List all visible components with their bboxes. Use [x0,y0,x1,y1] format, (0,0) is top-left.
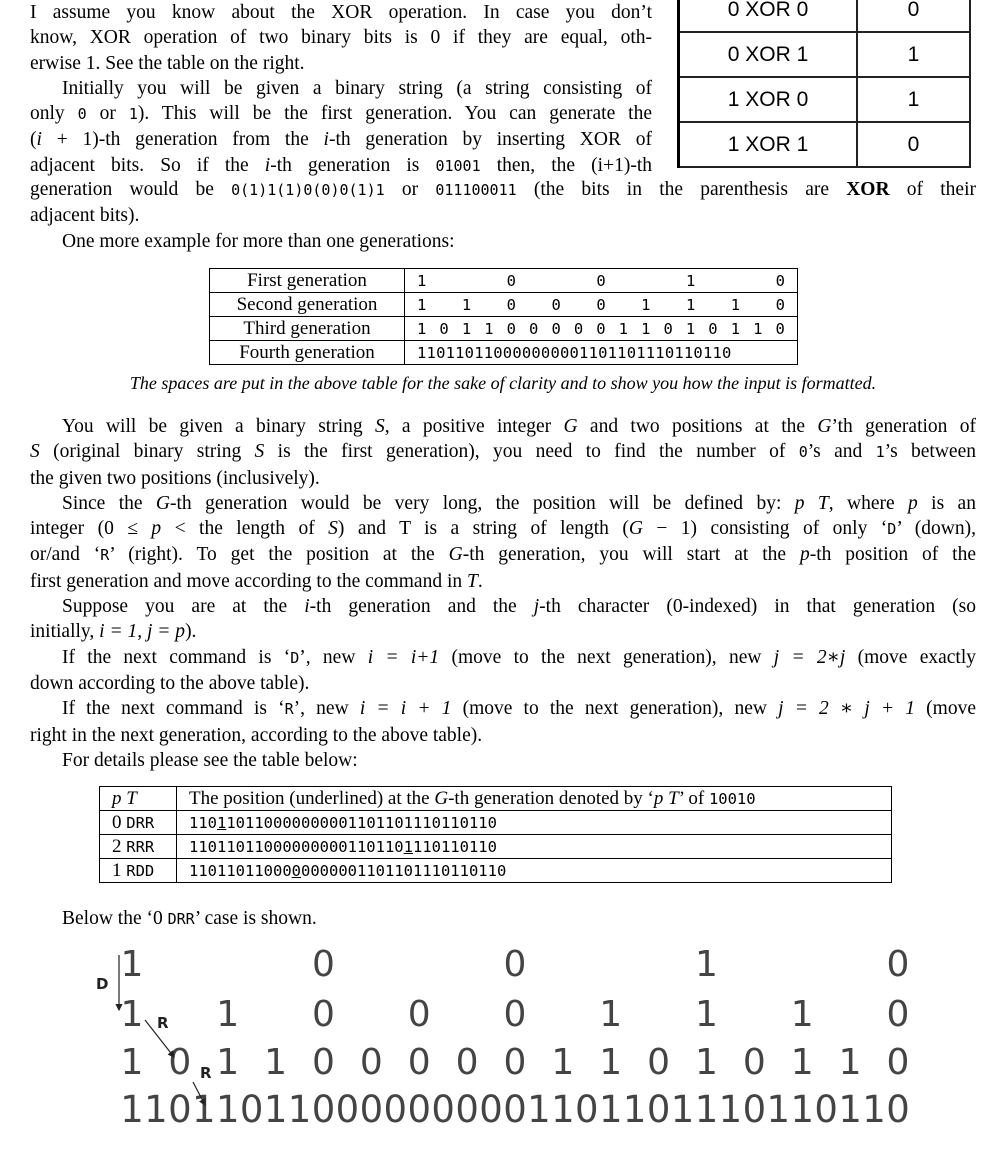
diagram-caption: Below the ‘0 DRR’ case is shown. [62,908,317,929]
xor-row: 0 XOR 0 0 [679,0,971,32]
drr-path-diagram [90,945,930,1135]
bit: 0 [814,1088,838,1131]
bit: 0 [335,1088,360,1131]
bit: 1 [838,1088,862,1131]
bit: 1 [838,1042,862,1083]
bit: 0 [312,1042,335,1083]
bit: 1 [641,295,651,314]
bit: 0 [359,1042,383,1083]
bit: 0 [506,319,516,338]
bit: 0 [479,1088,503,1131]
bit: 1 [527,1088,551,1131]
intro-line-2: know, XOR operation of two binary bits is 0 if they are equal, oth- [30,27,652,49]
generation-paragraph [30,76,652,179]
gen-line-2: only 0 or 1). This will be the first generation. You can generate the [30,103,652,125]
bit: 1 [599,994,623,1035]
bit: 0 [573,319,584,338]
bit: 1 [766,1088,791,1131]
bit: 0 [551,319,561,338]
bit: 1 [730,319,741,338]
gen-line-4: adjacent bits. So if the i-th generation is 01001 then, the (i+1)-th [30,154,652,176]
gen-line-6: adjacent bits). [30,205,140,227]
bit: 1 [730,295,741,314]
bit: 1 [484,319,494,338]
bit: 1 [264,1042,288,1083]
bit: 0 [775,295,785,314]
generation-row: Third generation 1 0 1 1 0 0 0 0 0 1 1 0 1 0 1 1 0 [210,317,798,341]
bit: 1 [120,1088,144,1131]
bit: 0 [503,994,527,1035]
bit: 1 [618,319,628,338]
bit: 1 [641,319,651,338]
bit: 1 [551,1042,575,1083]
xor-row: 1 XOR 1 0 [679,122,971,167]
bit: 0 [168,1088,192,1131]
gen-line-7: One more example for more than one generations: [62,230,455,252]
bit: 1 [120,994,144,1035]
bit: 1 [216,1042,240,1083]
bit: 0 [529,319,539,338]
bits-third [417,320,785,338]
bit: 1 [215,1088,240,1131]
generation-row: Fourth generation 110110110000000001101101110110110 [210,341,798,365]
generation-row: Second generation 1 1 0 0 0 1 1 1 0 [210,293,798,317]
gen-line-1: Initially you will be given a binary string (a string consisting of [62,77,652,99]
bit: 0 [506,271,516,290]
position-row: 0 DRR 110110110000000001101101110110110 [100,811,892,835]
bit: 1 [790,1088,814,1131]
bit: 0 [439,319,449,338]
bit: 1 [862,1088,886,1131]
bits-second [417,296,785,314]
bit: 0 [431,1088,455,1131]
bit: 0 [886,994,910,1035]
bit: 1 [790,1042,814,1083]
bit: 1 [192,1088,216,1131]
bit: 0 [647,1042,671,1083]
bit: 1 [263,1088,288,1131]
bit: 1 [670,1088,695,1131]
right-label-2: R [200,1064,212,1082]
bit: 0 [742,1088,767,1131]
bit: 0 [407,994,431,1035]
bit: 0 [168,1042,192,1083]
gen-line-5: generation would be 0(1)1(1)0(0)0(1)1 or 011100011 (the bits in the parenthesis are XOR of their [30,179,976,200]
bit: 1 [417,295,427,314]
bit: 0 [503,1088,527,1131]
generation-row: First generation 1 0 0 1 0 [210,269,798,293]
bit: 0 [455,1042,479,1083]
bit: 1 [287,1088,312,1131]
bit: 1 [551,1088,575,1131]
bit: 0 [239,1088,264,1131]
bit: 1 [599,1042,623,1083]
bit: 0 [312,944,335,985]
down-label: D [96,975,109,993]
bit: 1 [718,1088,743,1131]
xor-row: 0 XOR 1 1 [679,32,971,77]
bit: 0 [742,1042,766,1083]
bit: 1 [685,271,696,290]
generation-table [209,268,798,365]
bit: 0 [775,271,785,290]
bit: 1 [417,271,427,290]
position-header-row: p T The position (underlined) at the G-th generation denoted by ‘p T’ of 10010 [100,787,892,811]
bit: 0 [663,319,673,338]
bit: 1 [120,944,144,985]
xor-row: 1 XOR 0 1 [679,77,971,122]
bit: 0 [596,271,606,290]
bit: 1 [622,1088,647,1131]
bit: 0 [708,319,718,338]
intro-line-1: I assume you know about the XOR operation. In case you don’t [30,2,652,23]
underlined-position: 1 [217,813,227,832]
right-label-1: R [157,1014,169,1032]
position-row: 2 RRR 110110110000000001101101110110110 [100,835,892,859]
bit: 1 [461,295,472,314]
bit: 1 [598,1088,623,1131]
bit: 1 [695,1042,718,1083]
bit: 0 [455,1088,479,1131]
gen-line-3: (i + 1)-th generation from the i-th generation by inserting XOR of [30,129,652,151]
underlined-position: 0 [291,861,301,880]
bits-first [417,272,785,290]
bit: 1 [695,944,718,985]
path-arrows-icon [90,945,930,1135]
bit: 0 [503,1042,527,1083]
bit: 0 [596,295,606,314]
position-row: 1 RDD 1101101100000000001101101110110110 [100,859,892,883]
bit: 0 [886,1042,910,1083]
bit: 0 [311,1088,336,1131]
bit: 0 [407,1042,431,1083]
bit: 1 [120,1042,144,1083]
bit: 1 [753,319,763,338]
intro-line-3: erwise 1. See the table on the right. [30,52,305,74]
xor-truth-table [677,0,971,168]
bit: 1 [694,1088,719,1131]
bit: 1 [417,319,427,338]
bits-fourth: 110110110000000001101101110110110 [417,343,732,362]
bit: 0 [646,1088,671,1131]
bit: 0 [575,1088,599,1131]
bit: 0 [359,1088,384,1131]
bit: 0 [551,295,561,314]
bit: 1 [685,319,696,338]
intro-paragraph [30,0,652,76]
underlined-position: 1 [403,837,413,856]
bit: 1 [461,319,472,338]
bit: 1 [685,295,696,314]
bit: 0 [503,944,527,985]
bit: 1 [790,994,814,1035]
bit: 0 [596,319,606,338]
generation-paragraph-cont [30,177,976,254]
bit: 0 [506,295,516,314]
bit: 0 [407,1088,431,1131]
bit: 0 [312,994,335,1035]
problem-paragraph: You will be given a binary string S, a positive integer G and two positions at the G’th generation of S (original binary string S is the first generation), you need to find the number of 0’s and 1’s between the given two positions (inclusively). Since the G-th generation would be very long, the position will be defined by: p T, where p is an integer (0 ≤ p < the length of S) and T is a string of length (G − 1) consisting of only ‘D’ (down), or/and ‘R’ (right). To get the position at the G-th generation, you will start at the p-th position of the first generation and move according to the command in T. Suppose you are at the i-th generation and the j-th character (0-indexed) in that generation (so initially, i = 1, j = p). If the next command is ‘D’, new i = i+1 (move to the next generation), new j = 2∗j (move exactly down according to the above table). If the next command is ‘R’, new i = i + 1 (move to the next generation), new j = 2 ∗ j + 1 (move right in the next generation, according to the above table). For details please see the table below: [30,416,977,771]
bit: 1 [216,994,240,1035]
bit: 0 [886,944,910,985]
bit: 0 [775,319,785,338]
bit: 0 [383,1088,408,1131]
bit: 1 [695,994,718,1035]
position-table [99,786,892,883]
table-caption: The spaces are put in the above table for the sake of clarity and to show you how the input is formatted. [129,373,877,393]
bit: 1 [144,1088,168,1131]
bit: 0 [886,1088,910,1131]
